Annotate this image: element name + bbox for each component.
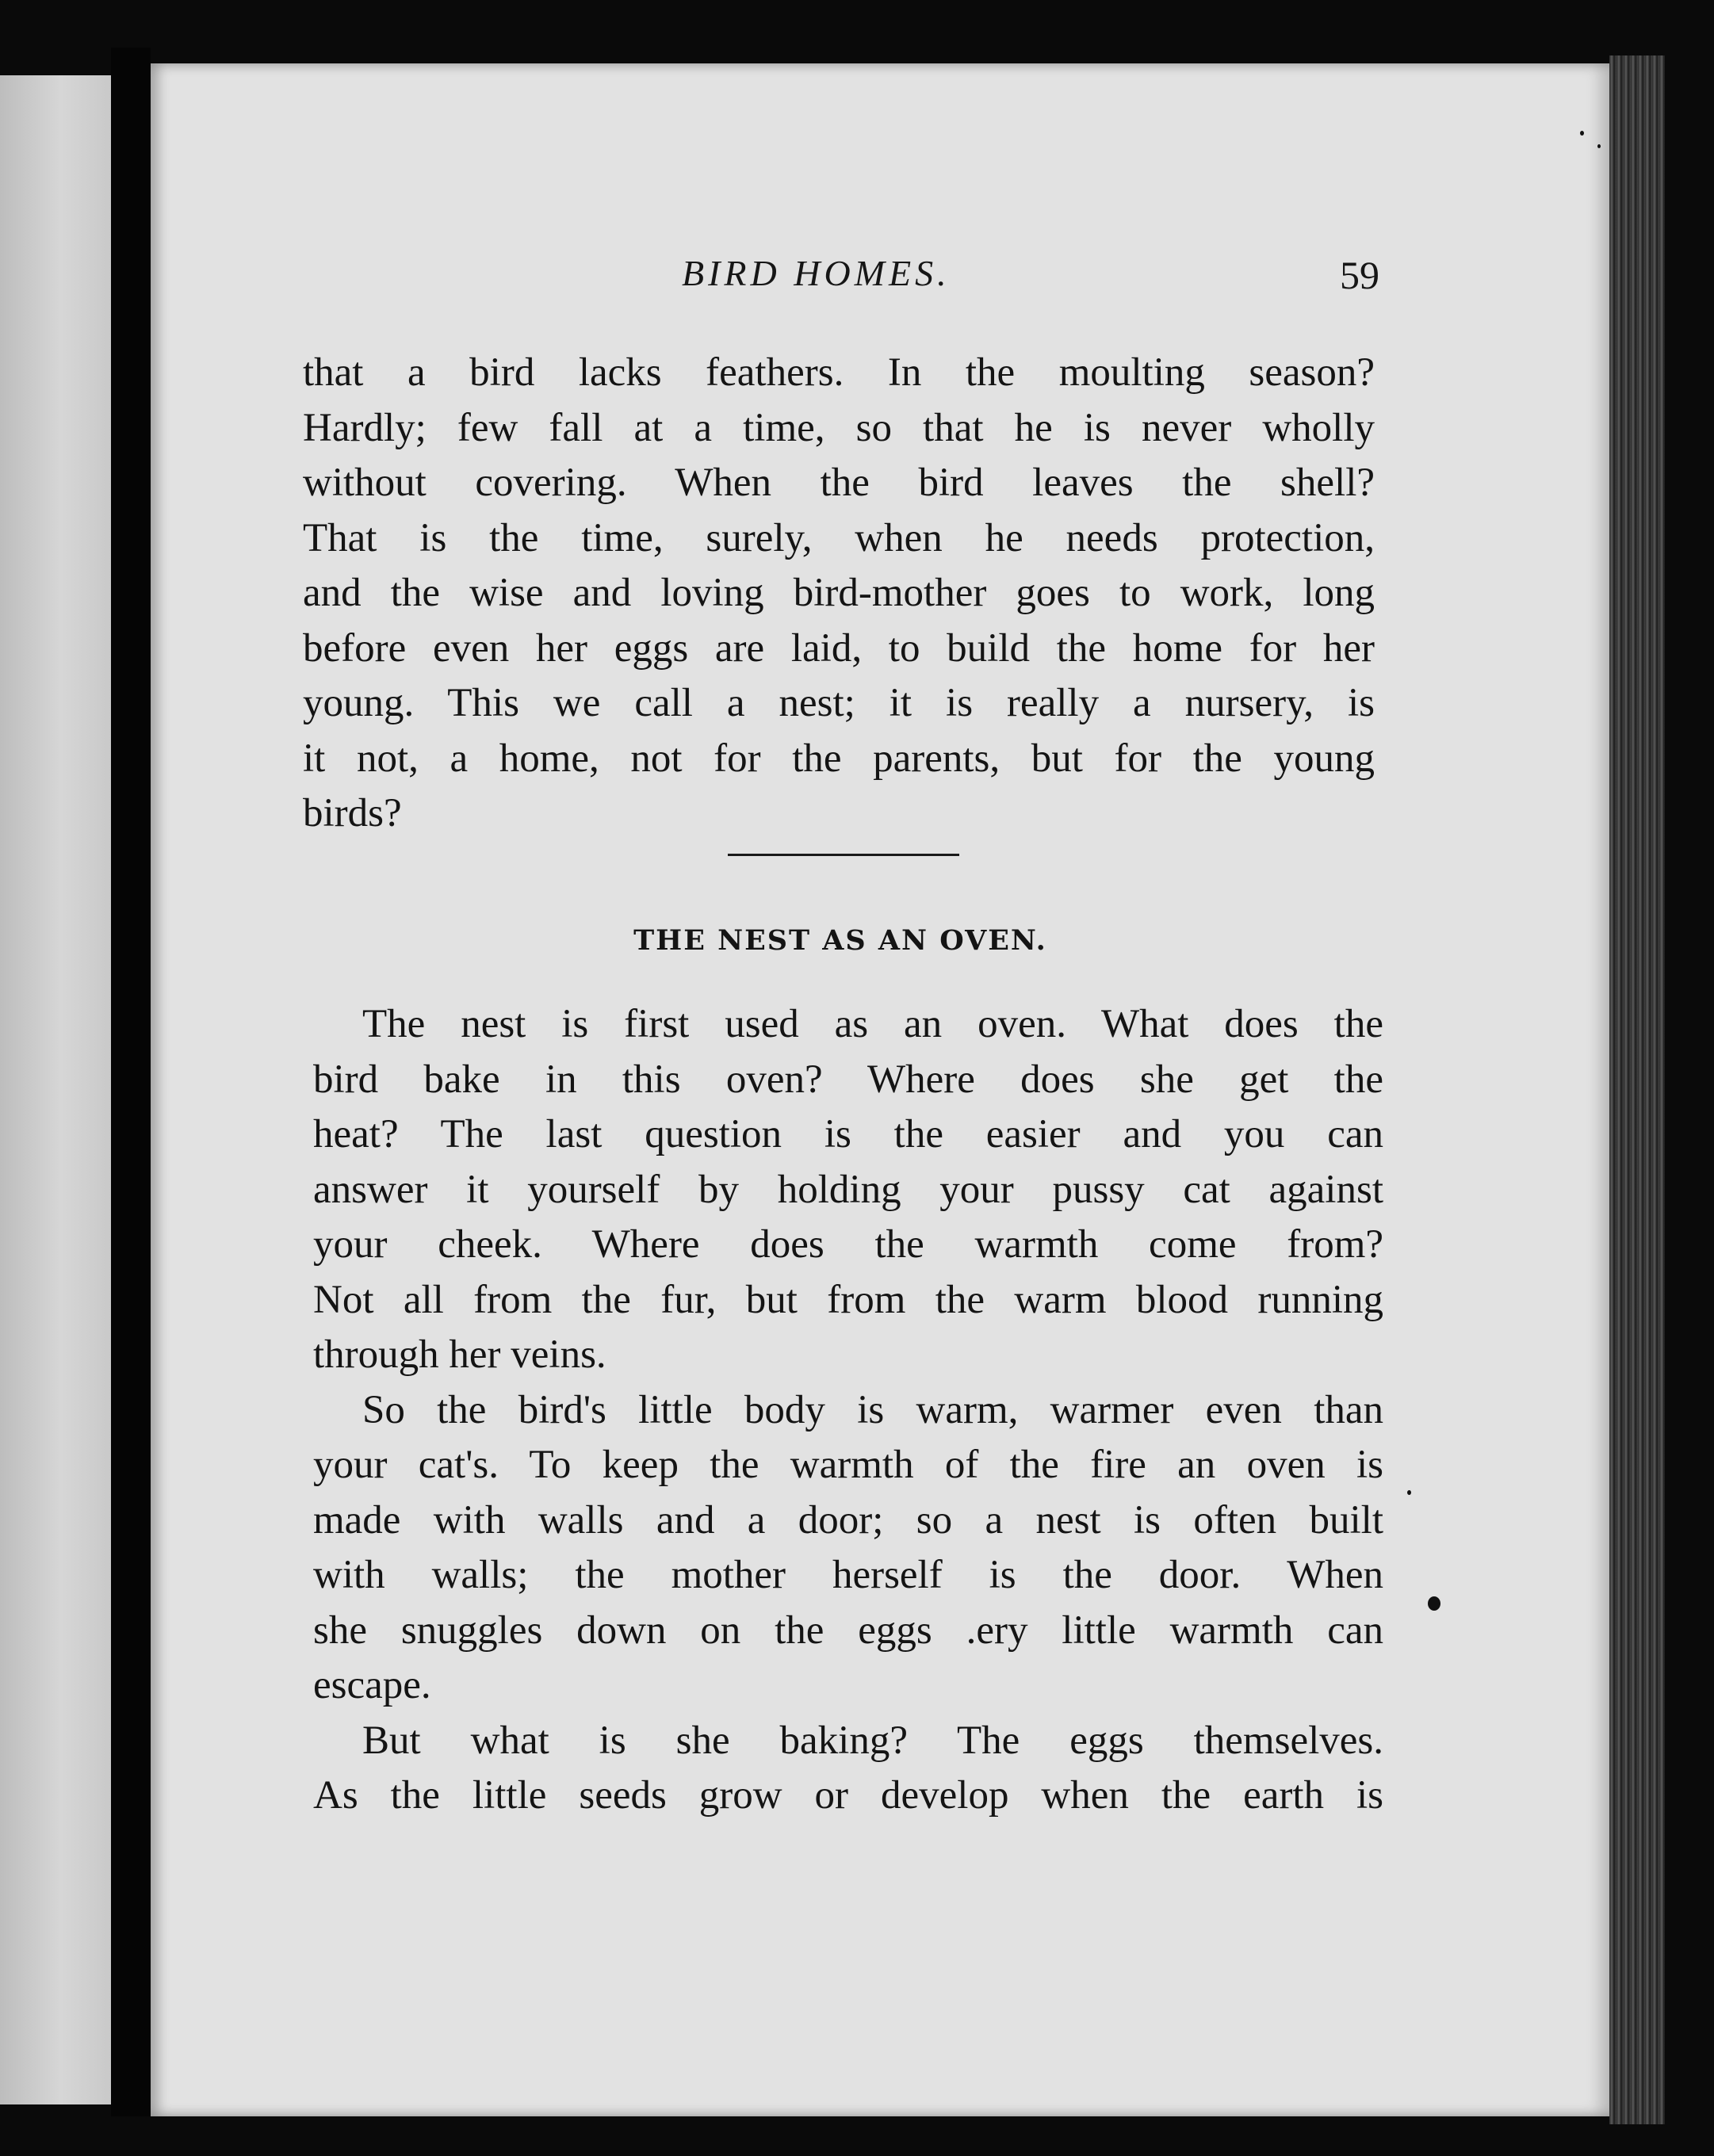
text-line: As the little seeds grow or develop when the earth is xyxy=(313,1773,1383,1818)
section-body xyxy=(313,997,1383,1824)
book-gutter xyxy=(111,48,151,2116)
section-heading: THE NEST AS AN OVEN. xyxy=(633,924,1047,957)
text-line: That is the time, surely, when he needs protection, xyxy=(303,515,1375,560)
text-line: your cheek. Where does the warmth come from? xyxy=(313,1222,1383,1267)
text-line: made with walls and a door; so a nest is often built xyxy=(313,1497,1383,1542)
ink-spot xyxy=(1428,1596,1440,1611)
section-divider-rule xyxy=(728,854,959,856)
text-line: your cat's. To keep the warmth of the fire an oven is xyxy=(313,1443,1383,1487)
text-line: Hardly; few fall at a time, so that he is never wholly xyxy=(303,405,1375,450)
running-title: BIRD HOMES. xyxy=(682,253,951,293)
ink-speck xyxy=(1580,131,1584,136)
text-line: with walls; the mother herself is the door. When xyxy=(313,1553,1383,1597)
text-line: before even her eggs are laid, to build the home for her xyxy=(303,625,1375,671)
text-line: through her veins. xyxy=(313,1332,606,1377)
text-line: Not all from the fur, but from the warm blood running xyxy=(313,1277,1383,1322)
ink-speck xyxy=(1597,144,1601,148)
text-line: without covering. When the bird leaves the shell? xyxy=(303,461,1375,505)
text-line: heat? The last question is the easier and you can xyxy=(313,1112,1383,1156)
text-line: it not, a home, not for the parents, but for the young xyxy=(303,736,1375,781)
text-line: young. This we call a nest; it is really a nursery, is xyxy=(303,681,1375,725)
facing-page-edge xyxy=(0,75,111,2104)
text-line: bird bake in this oven? Where does she get the xyxy=(313,1057,1383,1102)
text-line: The nest is first used as an oven. What does the xyxy=(362,1002,1383,1046)
text-line: she snuggles down on the eggs .ery little warmth can xyxy=(313,1607,1383,1653)
ink-speck xyxy=(1407,1490,1411,1495)
page-stack-edge xyxy=(1609,55,1665,2124)
text-line: But what is she baking? The eggs themselves. xyxy=(362,1718,1383,1763)
text-line: escape. xyxy=(313,1663,431,1707)
running-head xyxy=(301,252,1379,315)
page-number: 59 xyxy=(1340,253,1379,297)
text-line: and the wise and loving bird-mother goes to work, long xyxy=(303,571,1375,615)
paragraph-continued xyxy=(303,346,1375,842)
text-line: that a bird lacks feathers. In the moulting season? xyxy=(303,350,1375,395)
text-line: So the bird's little body is warm, warmer even than xyxy=(362,1387,1383,1432)
text-line: answer it yourself by holding your pussy cat against xyxy=(313,1167,1383,1212)
text-line: birds? xyxy=(303,791,402,835)
